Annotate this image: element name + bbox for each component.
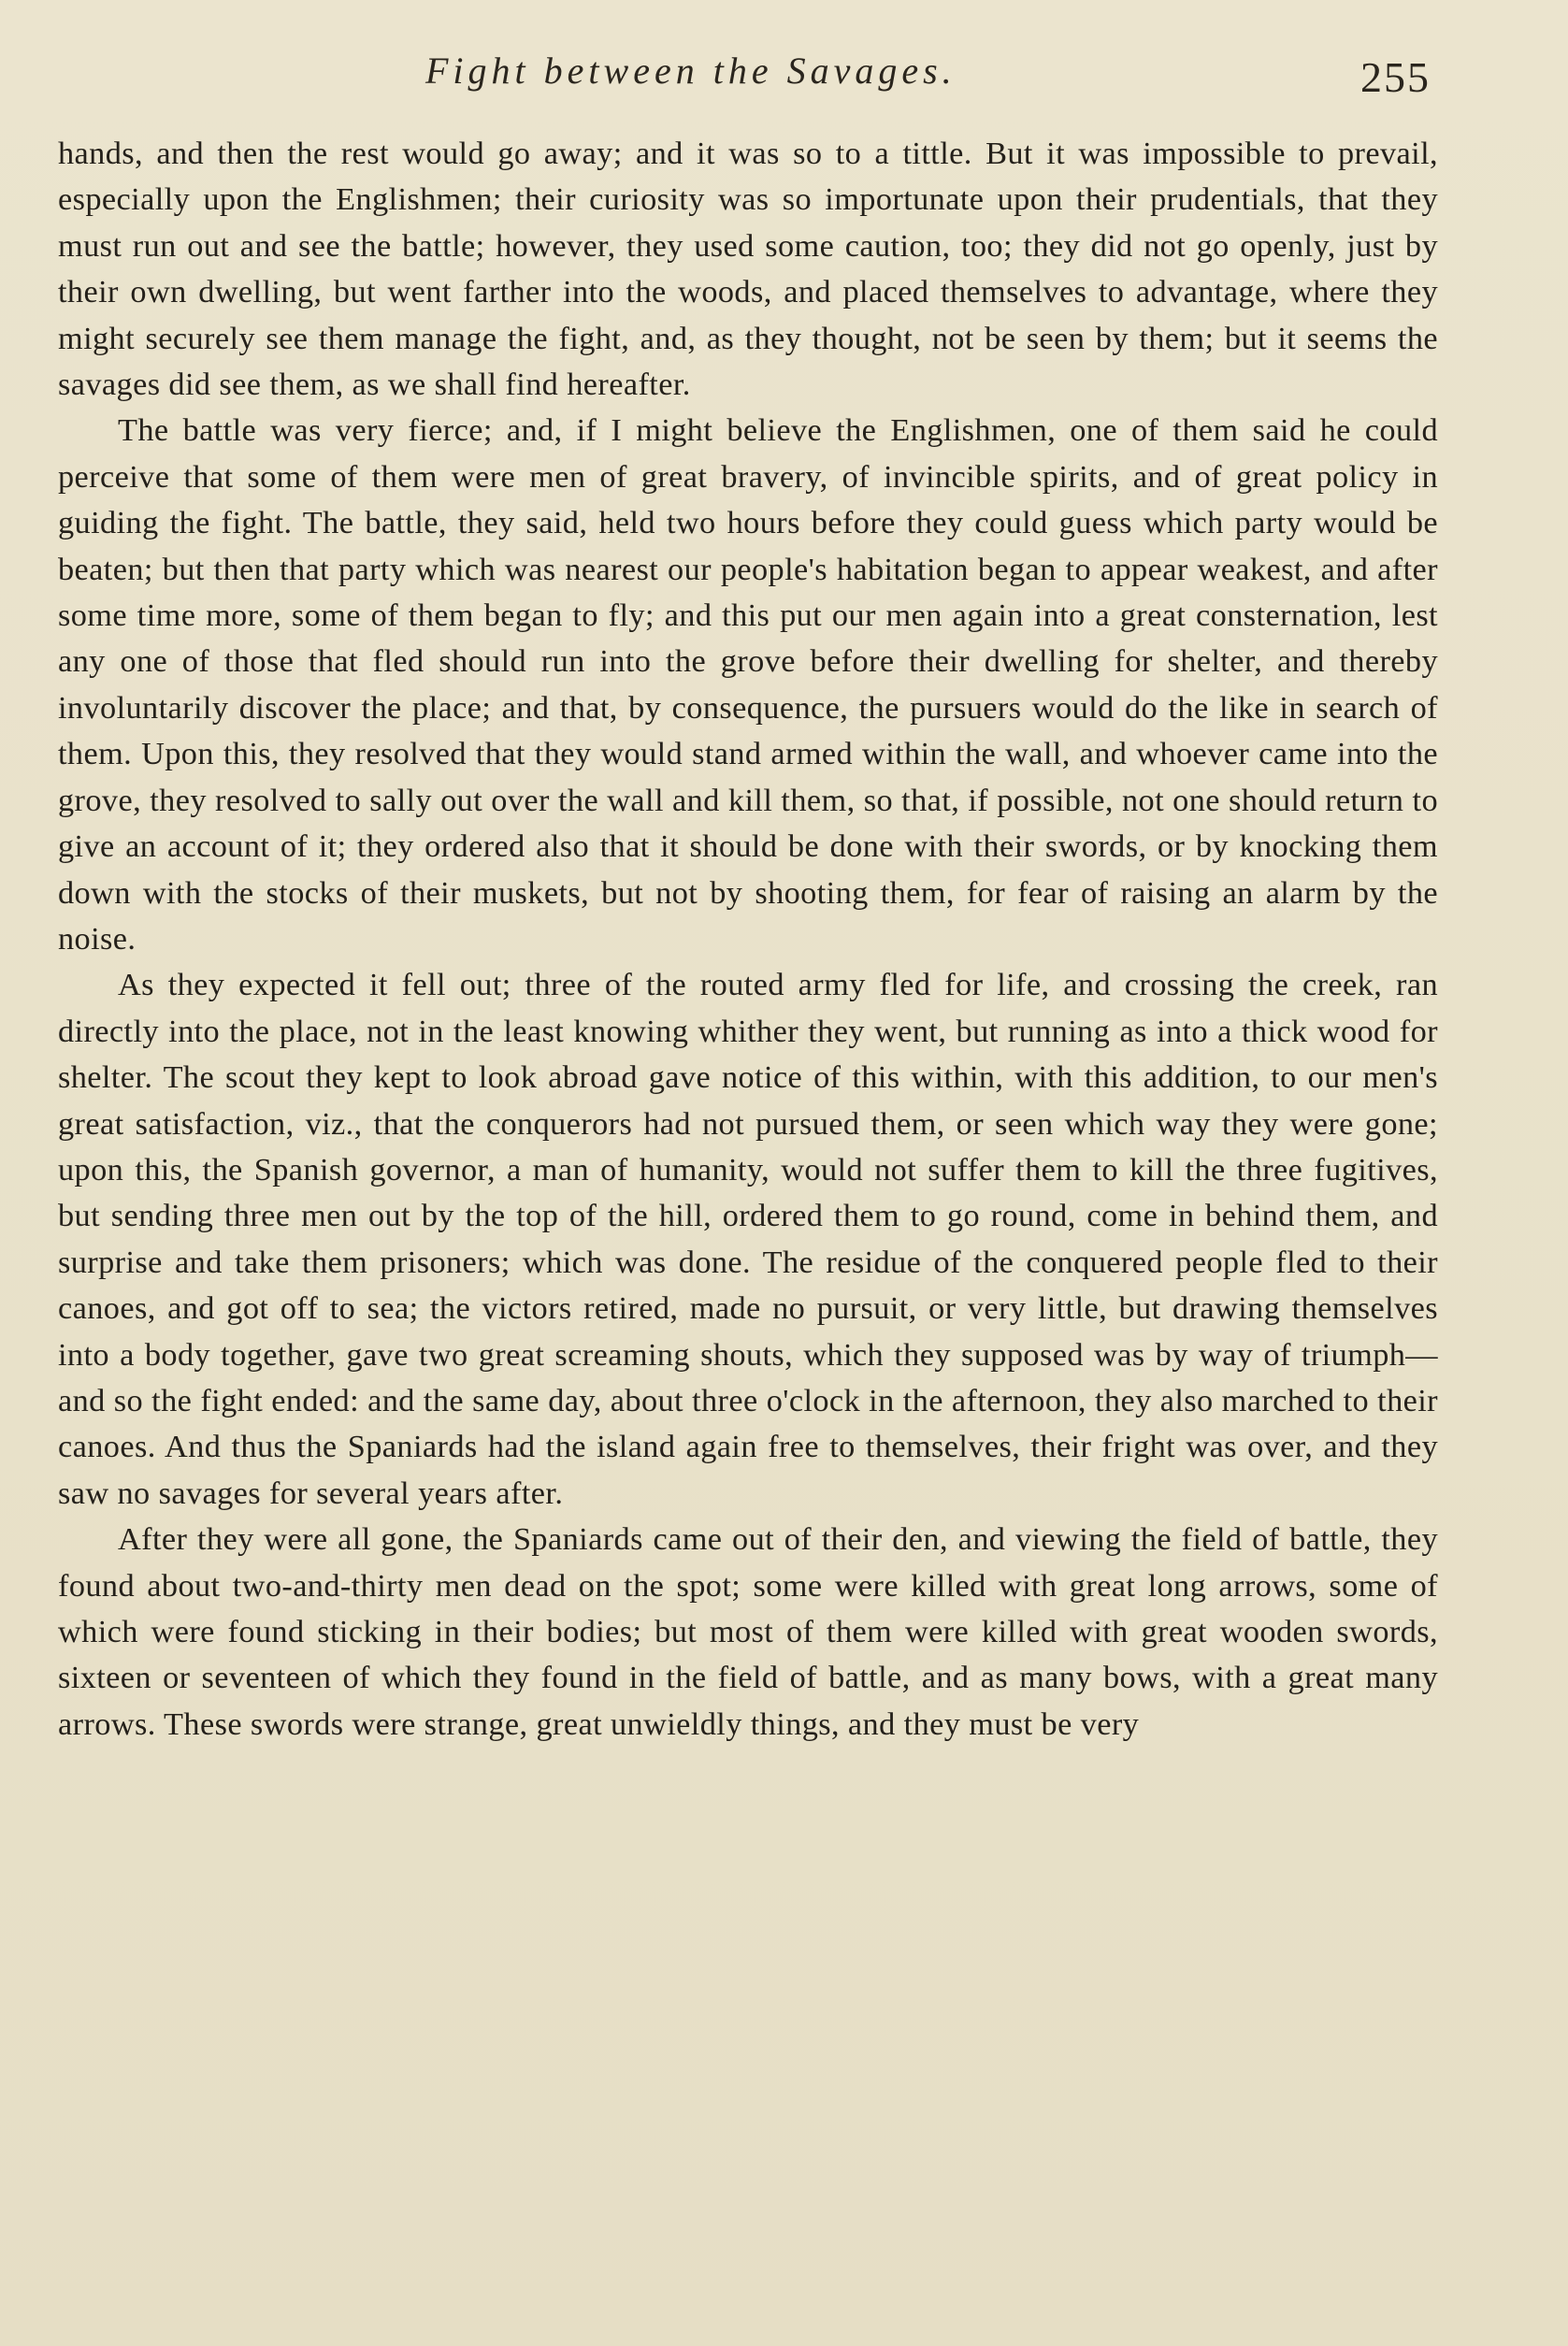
paragraph-3: As they expected it fell out; three of the routed army fled for life, and crossing the creek, ran directly into the place, not in the least knowing whither they went, but running as into a thick wood for shelter. The scout they kept to look abroad gave notice of this within, with this addition, to our men's great satisfaction, viz., that the conquerors had not pursued them, or seen which way they were gone; upon this, the Spanish governor, a man of humanity, would not suffer them to kill the three fugitives, but sending three men out by the top of the hill, ordered them to go round, come in behind them, and surprise and take them prisoners; which was done. The residue of the conquered people fled to their canoes, and got off to sea; the victors retired, made no pursuit, or very little, but drawing themselves into a body together, gave two great screaming shouts, which they supposed was by way of triumph—and so the fight ended: and the same day, about three o'clock in the afternoon, they also marched to their canoes. And thus the Spaniards had the island again free to themselves, their fright was over, and they saw no savages for several years after. [58,967,1438,1511]
body-text [58,131,1438,1748]
running-head: Fight between the Savages. [425,50,957,92]
page-number: 255 [1360,53,1431,101]
paragraph-1: hands, and then the rest would go away; and it was so to a tittle. But it was impossible to prevail, especially upon the Englishmen; their curiosity was so importunate upon their prudentials, that they must run out and see the battle; however, they used some caution, too; they did not go openly, just by their own dwelling, but went farther into the woods, and placed themselves to advantage, where they might securely see them manage the fight, and, as they thought, not be seen by them; but it seems the savages did see them, as we shall find hereafter. [58,136,1438,403]
paragraph-4: After they were all gone, the Spaniards came out of their den, and viewing the field of battle, they found about two-and-thirty men dead on the spot; some were killed with great long arrows, some of which were found sticking in their bodies; but most of them were killed with great wooden swords, sixteen or seventeen of which they found in the field of battle, and as many bows, with a great many arrows. These swords were strange, great unwieldly things, and they must be very [58,1521,1438,1742]
page-header [0,49,1568,105]
paragraph-2: The battle was very fierce; and, if I might believe the Englishmen, one of them said he could perceive that some of them were men of great bravery, of invincible spirits, and of great policy in guiding the fight. The battle, they said, held two hours before they could guess which party would be beaten; but then that party which was nearest our people's habitation began to appear weakest, and after some time more, some of them began to fly; and this put our men again into a great consternation, lest any one of those that fled should run into the grove before their dwelling for shelter, and thereby involuntarily discover the place; and that, by consequence, the pursuers would do the like in search of them. Upon this, they resolved that they would stand armed within the wall, and whoever came into the grove, they resolved to sally out over the wall and kill them, so that, if possible, not one should return to give an account of it; they ordered also that it should be done with their swords, or by knocking them down with the stocks of their muskets, but not by shooting them, for fear of raising an alarm by the noise. [58,412,1438,957]
